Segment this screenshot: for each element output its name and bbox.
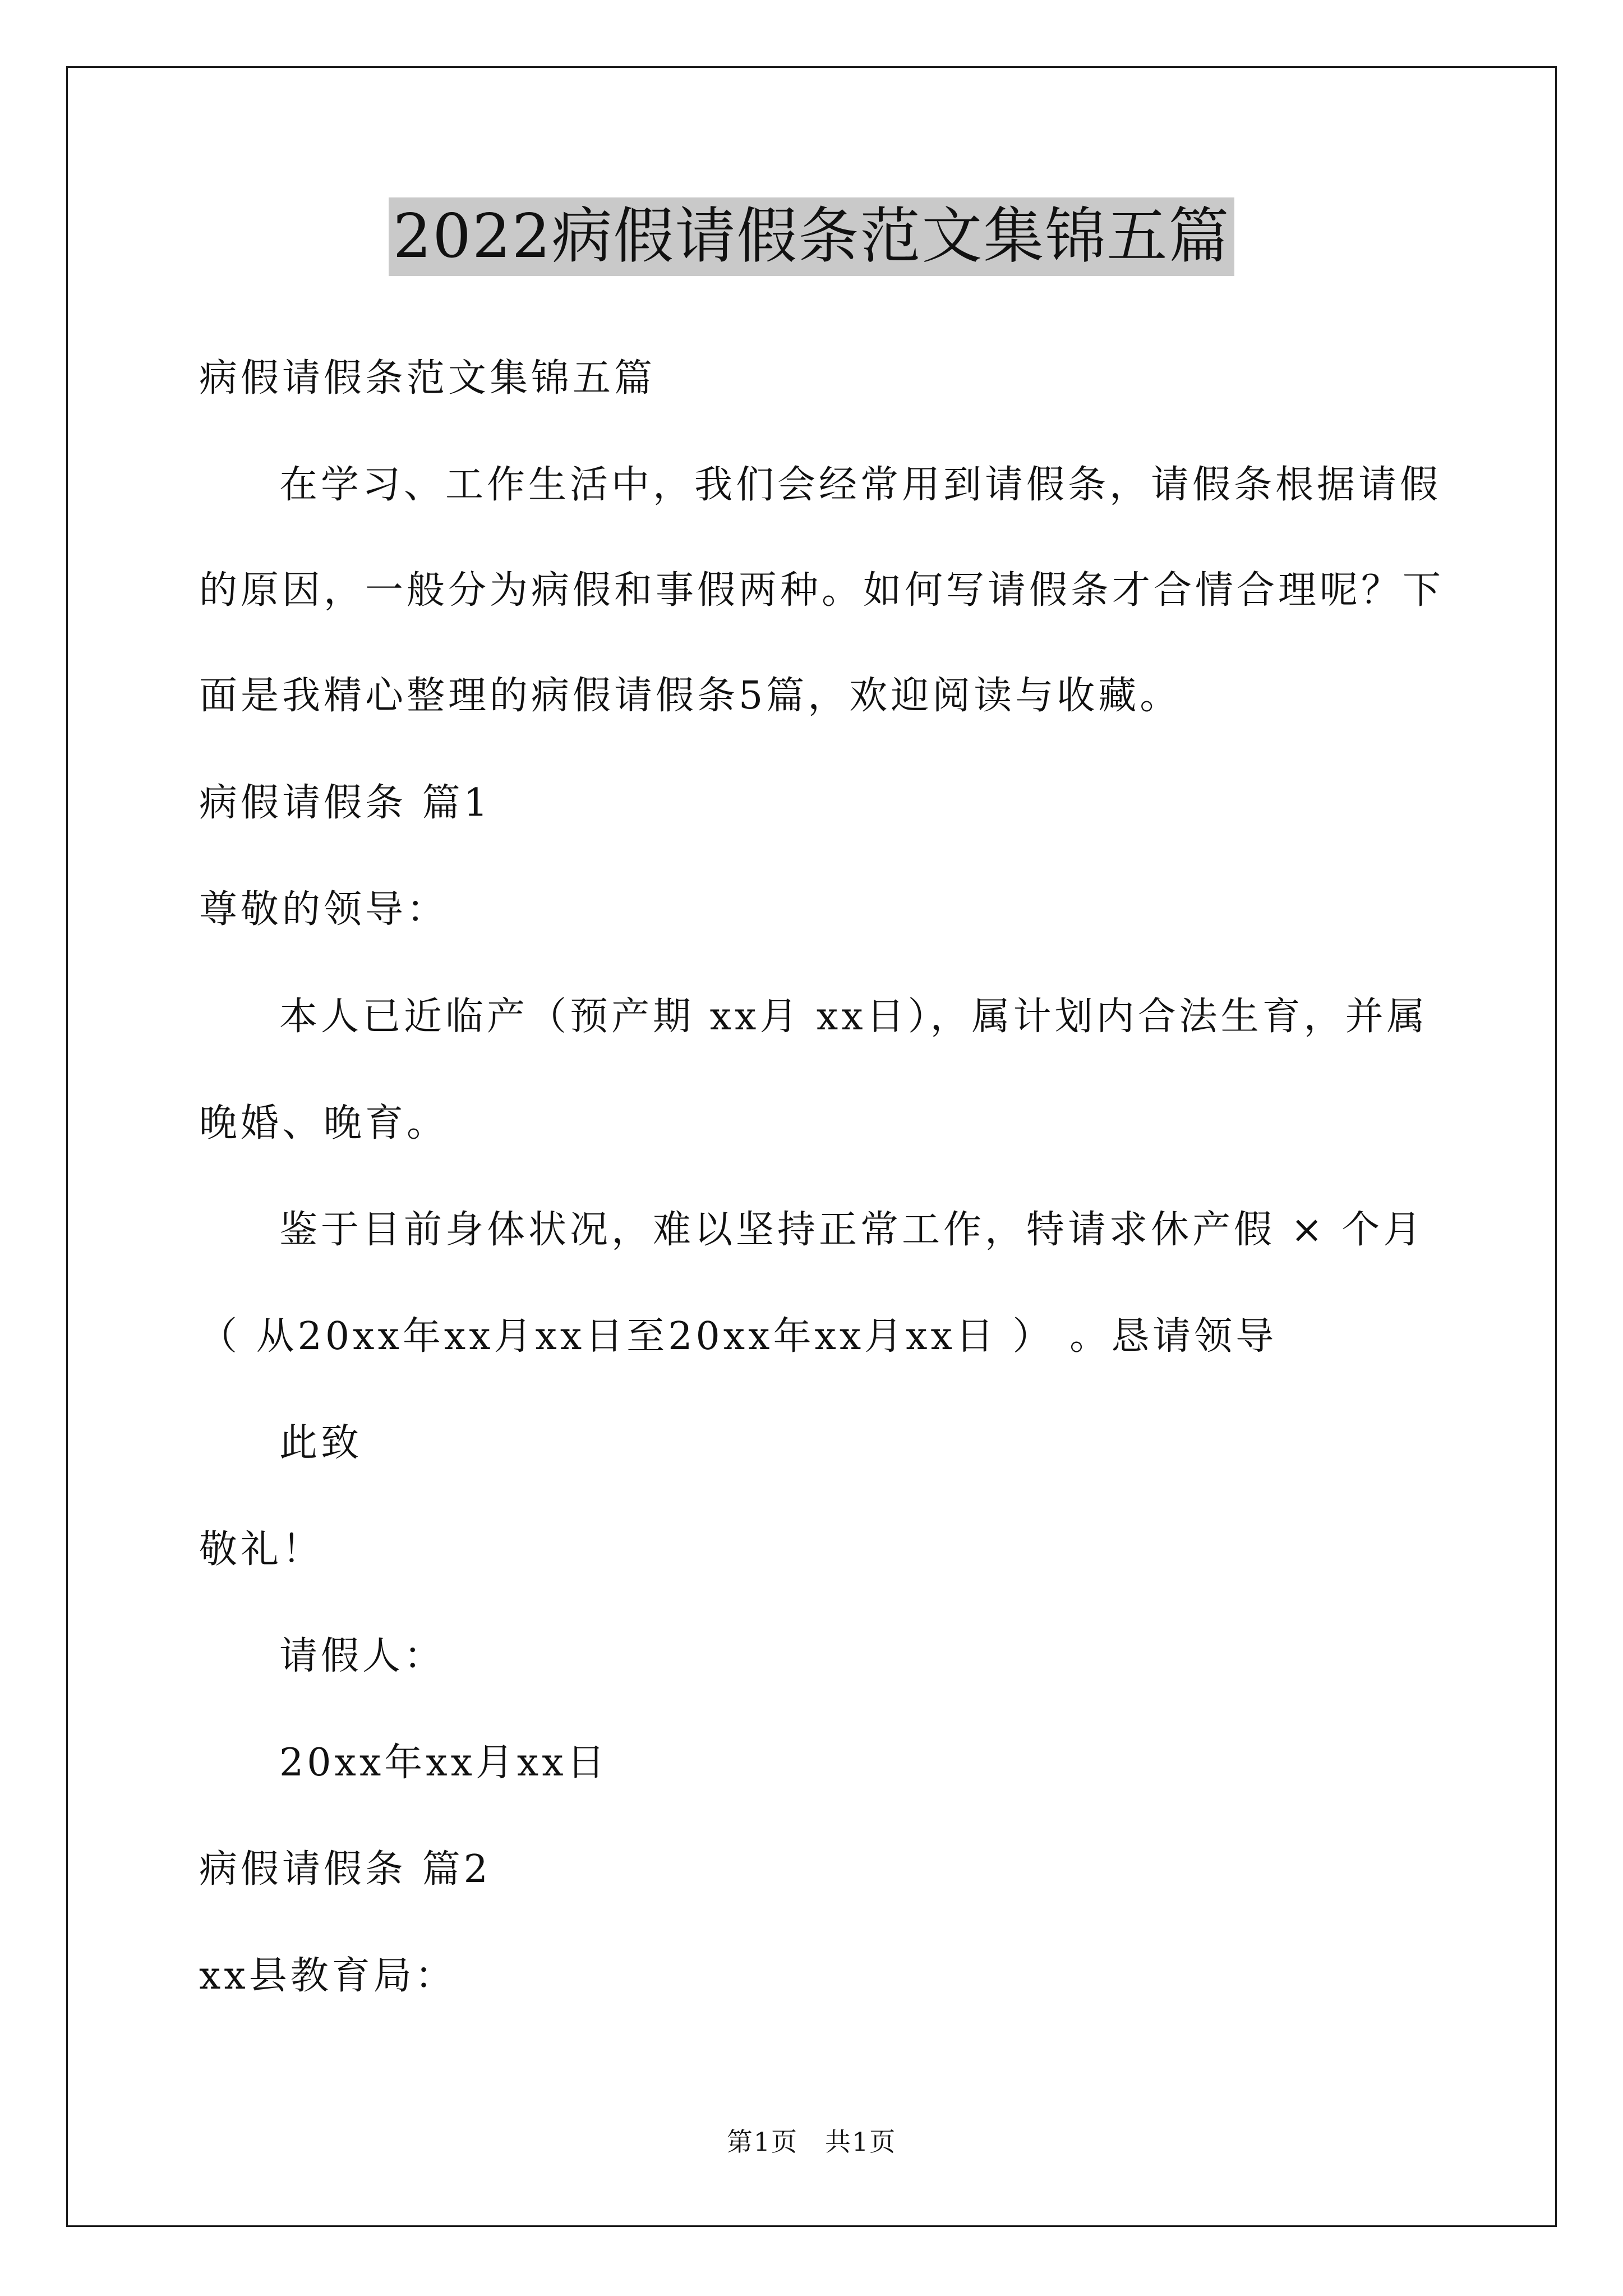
title-container (0, 197, 1623, 276)
closing-line-2: 敬礼！ (199, 1527, 324, 1572)
body-paragraph-1-line-2: 晚婚、晚育。 (199, 1101, 449, 1145)
intro-paragraph-line-3: 面是我精心整理的病假请假条5篇，欢迎阅读与收藏。 (199, 674, 1182, 718)
body-paragraph-1-line-1: 本人已近临产（预产期 xx月 xx日），属计划内合法生育，并属 (279, 995, 1428, 1039)
body-paragraph-2-line-1: 鉴于目前身体状况，难以坚持正常工作，特请求休产假 × 个月 (279, 1208, 1425, 1252)
section-heading-1: 病假请假条 篇1 (199, 781, 491, 825)
salutation-line: 尊敬的领导： (199, 887, 449, 932)
subtitle-line: 病假请假条范文集锦五篇 (199, 356, 656, 401)
closing-line-1: 此致 (279, 1421, 363, 1465)
signer-line: 请假人： (279, 1634, 446, 1678)
date-line: 20xx年xx月xx日 (279, 1741, 608, 1785)
section-heading-2: 病假请假条 篇2 (199, 1847, 491, 1892)
addressee-line: xx县教育局： (199, 1954, 457, 1998)
intro-paragraph-line-1: 在学习、工作生活中，我们会经常用到请假条，请假条根据请假 (279, 463, 1442, 507)
body-paragraph-2-line-2: （ 从20xx年xx月xx日至20xx年xx月xx日 ） 。恳请领导 (199, 1314, 1278, 1359)
intro-paragraph-line-2: 的原因，一般分为病假和事假两种。如何写请假条才合情合理呢？下 (199, 568, 1445, 613)
document-title: 2022病假请假条范文集锦五篇 (389, 197, 1235, 276)
page-footer: 第1页 共1页 (726, 2127, 897, 2157)
